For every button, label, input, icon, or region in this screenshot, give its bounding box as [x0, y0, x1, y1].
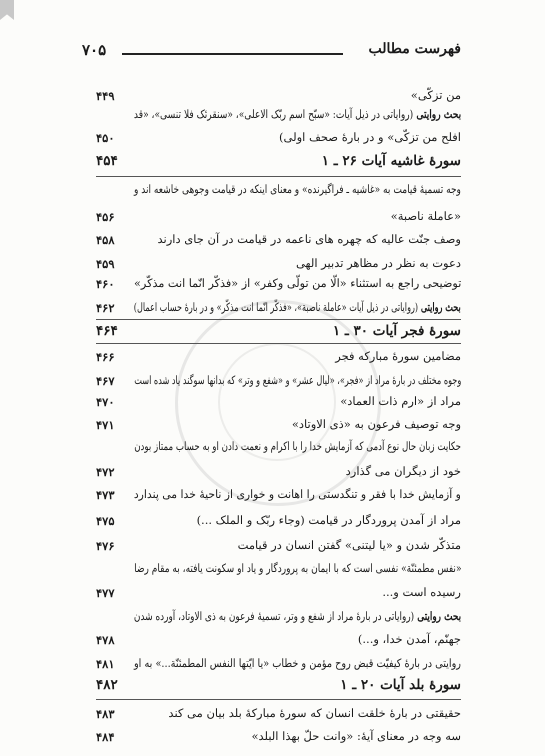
toc-entry-text: وجه تسمیهٔ قیامت به «غاشیه ـ فراگیرنده» و معنای اینکه در قیامت وجوهی خاشعه اند و	[134, 182, 461, 196]
toc-section-heading	[96, 323, 461, 345]
toc-entry-lead: بحث روایتی	[414, 609, 461, 623]
toc-entry-text: توضیحی راجع به استثناء «الّا من تولّی وکفر» از «فذکّر انّما انت مذکّر»	[133, 276, 461, 290]
toc-entry-page: ۴۵۸	[96, 233, 115, 247]
toc-entry-text: من تزکّی»	[410, 88, 461, 102]
toc-entry-page: ۴۷۵	[96, 514, 115, 528]
toc-entry-page: ۴۶۴	[96, 323, 118, 339]
toc-entry-page: ۴۸۴	[96, 730, 115, 744]
toc-entry	[96, 371, 461, 393]
toc-entry-text: خود از دیگران می گذارد	[345, 464, 461, 478]
toc-entry-page: ۴۸۳	[96, 707, 115, 721]
toc-entry	[96, 180, 461, 202]
toc-entry-page: ۴۵۹	[96, 257, 115, 271]
toc-entry-text: مراد از آمدن پروردگار در قیامت (وجاء ربّک و الملک ...)	[196, 513, 461, 527]
toc-entry	[96, 654, 461, 676]
toc-entry-page: ۴۶۲	[96, 301, 115, 315]
toc-entry	[96, 298, 461, 320]
toc-entry-text: مراد از «ارم ذات العماد»	[340, 394, 461, 408]
bookmark-ribbon-icon	[0, 0, 14, 20]
toc-entry-text: «عاملة ناصبة»	[390, 209, 461, 223]
page-title: فهرست مطالب	[368, 41, 461, 57]
toc-entry	[96, 128, 461, 150]
toc-entry-text: وجوه مختلف در بارهٔ مراد از «فجر»، «لیال عشر» و «شفع و وتر» که بدانها سوگند یاد شده است	[133, 373, 461, 387]
toc-entry-text: «نفس مطمئنّة» نفسی است که با ایمان به پروردگار و یاد او سکونت یافته، به مقام رضا	[133, 561, 461, 575]
toc-entry-text: سورهٔ بلد آیات ۲۰ ـ ۱	[340, 677, 461, 693]
toc-entry-text: افلح من تزکّی» و در بارهٔ صحف اولی)	[279, 130, 461, 144]
toc-entry-text: حکایت زبان حال نوع آدمی که آزمایش خدا را با اکرام و نعمت دادن او به حساب ممتاز بودن	[134, 439, 461, 453]
toc-entry-page: ۴۷۷	[96, 586, 115, 600]
section-divider	[96, 176, 461, 177]
toc-entry	[96, 559, 461, 581]
toc-entry-page: ۴۷۶	[96, 539, 115, 553]
toc-entry-page: ۴۷۲	[96, 465, 115, 479]
toc-entry	[96, 437, 461, 459]
toc-entry-text: بحث روایتی (روایاتی در بارهٔ مراد از شفع و وتر، تسمیهٔ فرعون به ذی الاوتاد، آورده شدن	[133, 609, 461, 623]
toc-entry	[96, 254, 461, 276]
toc-entry-page: ۴۸۲	[96, 677, 118, 693]
toc-entry-page: ۴۵۶	[96, 210, 115, 224]
toc-entry-text: وصف جنّت عالیه که چهره های ناعمه در قیامت در آن جای دارند	[157, 232, 461, 246]
toc-entry-page: ۴۷۳	[96, 488, 115, 502]
toc-entry	[96, 511, 461, 533]
toc-entry	[96, 207, 461, 229]
toc-entry	[96, 230, 461, 252]
toc-entry-lead: بحث روایتی	[418, 300, 461, 314]
page-header	[82, 41, 461, 65]
toc-entry	[96, 536, 461, 558]
toc-entry-text: مضامین سورهٔ مبارکه فجر	[335, 349, 461, 363]
toc-entry-text: سه وجه در معنای آیهٔ: «وانت حلّ بهذا البلد»	[251, 729, 461, 743]
toc-entry-text: متذکّر شدن و «یا لیتنی» گفتن انسان در قیامت	[237, 538, 461, 552]
toc-entry	[96, 727, 461, 749]
toc-entry-text: وجه توصیف فرعون به «ذی الاوتاد»	[291, 417, 461, 431]
toc-entry	[96, 485, 461, 507]
toc-entry	[96, 347, 461, 369]
toc-entry-page: ۴۵۴	[96, 153, 118, 169]
toc-section-heading	[96, 677, 461, 699]
toc-entry-text: و آزمایش خدا با فقر و تنگدستی را اهانت و خواری از ناحیهٔ خدا می پندارد	[133, 487, 461, 501]
toc-entry-page: ۴۷۱	[96, 418, 115, 432]
toc-entry-text: بحث روایتی (روایاتی در ذیل آیات: «سبّح اسم ربّک الاعلی»، «سنقرئک فلا تنسی»، «قد	[133, 107, 461, 121]
toc-entry	[96, 462, 461, 484]
toc-entry	[96, 630, 461, 652]
toc-entry-lead: بحث روایتی	[413, 107, 461, 121]
toc-entry-page: ۴۴۹	[96, 89, 115, 103]
toc-entry-text: بحث روایتی (روایاتی در ذیل آیات «عاملة ناصبة»، «فذکّر انّما انت مذکّر» و در بارهٔ حساب اعمال)	[134, 300, 461, 314]
toc-entry-page: ۴۷۰	[96, 395, 115, 409]
toc-entry-text: سورهٔ فجر آیات ۳۰ ـ ۱	[332, 323, 461, 339]
toc-entry-page: ۴۵۰	[96, 131, 115, 145]
toc-entry	[96, 392, 461, 414]
toc-entry-text: دعوت به نظر در مظاهر تدبیر الهی	[295, 256, 461, 270]
section-divider	[96, 699, 461, 700]
toc-entry-page: ۴۶۰	[96, 277, 115, 291]
toc-entry-text: سورهٔ غاشیه آیات ۲۶ ـ ۱	[321, 153, 461, 169]
toc-entry-page: ۴۷۸	[96, 633, 115, 647]
toc-entry-page: ۴۶۷	[96, 374, 115, 388]
toc-entry	[96, 415, 461, 437]
toc-entry-text: روایتی در بارهٔ کیفیّت قبض روح مؤمن و خطاب «یا ایّتها النفس المطمئنّة...» به او	[134, 656, 461, 670]
toc-entry-text: حقیقتی در بارهٔ خلقت انسان که سورهٔ مبارکهٔ بلد بیان می کند	[168, 706, 461, 720]
toc-entry-page: ۴۶۶	[96, 350, 115, 364]
toc-entry	[96, 105, 461, 127]
toc-entry-page: ۴۸۱	[96, 657, 115, 671]
toc-entry	[96, 704, 461, 726]
toc-section-heading	[96, 153, 461, 175]
toc-entry-text: رسیده است و...	[382, 585, 461, 599]
toc-entry	[96, 607, 461, 629]
toc-entry-text: جهنّم، آمدن خدا، و...)	[357, 632, 461, 646]
toc-entry	[96, 274, 461, 296]
toc-entry	[96, 583, 461, 605]
page-number: ۷۰۵	[82, 41, 107, 59]
header-rule	[122, 53, 343, 55]
